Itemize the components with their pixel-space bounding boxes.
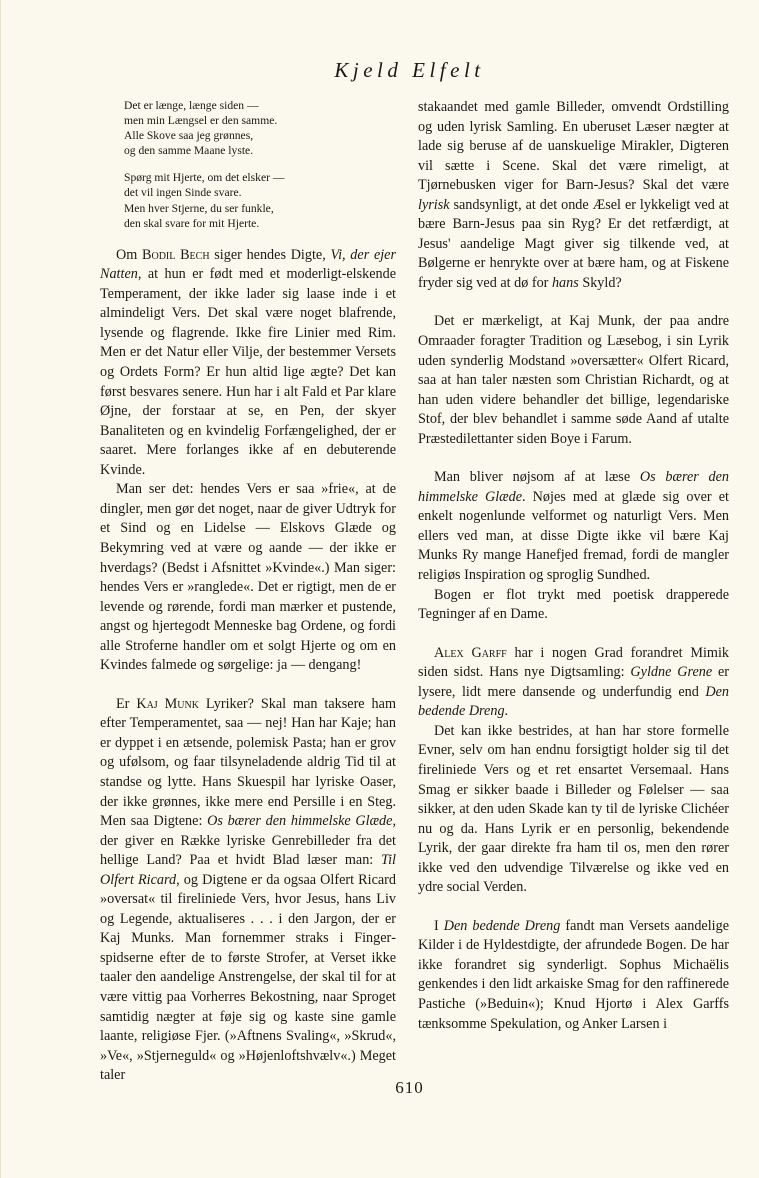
poem-line: Spørg mit Hjerte, om det elsker — (124, 171, 285, 185)
poem-line: Men hver Stjerne, du ser funkle, (124, 201, 274, 215)
book-title: Den bedende Dreng (418, 683, 729, 720)
paragraph: Man bliver nøjsom af at læse Os bærer den himmelske Glæde. Nøjes med at glæde sig over et enkelt nogenlunde velformet og naturligt Vers. Men ellers ved man, at disse Digte ikke vil bære Kaj Munks Ry mange Hanefjed fremad, fordi de mangler religiøs Inspiration og sproglig Sundhed. (418, 469, 729, 584)
poem-line: Alle Skove saa jeg grønnes, (124, 129, 254, 143)
paragraph: Det kan ikke bestrides, at han har store formelle Evner, selv om han endnu forsigtigt holder sig til det fireliniede Vers og et ret ensartet Versemaal. Hans Smag er sikker baade i Billeder og Følelser — saa sikker, at den uden Skade kan ty til de lyriske Clichéer nu og da. Hans Lyrik er en personlig, bekendende Lyrik, der gaar direkte fra ham til os, men den rører ikke ved den udvendige Tilværelse og ikke ved en ydre social Verden. (418, 722, 729, 896)
poem (124, 98, 396, 231)
running-head: Kjeld Elfelt (334, 58, 485, 82)
poem-line: Det er længe, længe siden — (124, 99, 259, 112)
paragraph-alex-garff: Alex Garff har i nogen Grad forandret Mimik siden sidst. Hans nye Digtsamling: Gyldne Grene er lysere, lidt mere dansende og underfundig end Den bedende Dreng. (418, 644, 729, 720)
poem-stanza (124, 170, 396, 230)
left-column (100, 98, 396, 1086)
poem-line: det vil ingen Sinde svare. (124, 186, 242, 200)
poem-stanza (124, 98, 396, 158)
paragraph-kaj-munk: Er Kaj Munk Lyriker? Skal man taksere ham efter Temperamentet, saa — nej! Han har Kaje; han er dyppet i en ætsende, polemisk Pasta; han er grov og ufølsom, og faar tilsyneladende aldrig Tid til at standse og lytte. Hans Skuespil har lyriske Oaser, der ikke grønnes, ikke mere end Persille i en Steg. Men saa Digtene: Os bærer den himmelske Glæde, der giver en Række lyriske Genrebilleder fra det hellige Land? Paa et hvidt Blad læser man: Til Olfert Ricard, og Digtene er da ogsaa Olfert Ricard »oversat« til fireliniede Vers, hvor Jesus, hans Liv og Legende, aktualiseres . . . i den Jargon, der er Kaj Munks. Man fornemmer straks i Fingerspidserne efter de to første Strofer, at Verset ikke taaler den aandelige Anstrengelse, der skal til for at være vittig paa Vorherres Bekostning, naar Sproget samtidig nægter at føje sig og kaste sine gamle laante, religiøse Fjer. (»Aftnens Svaling«, »Skrud«, »Ve«, »Stjerneguld« og »Højenloftshvælv«.) Meget taler (100, 695, 396, 1084)
author-name: Alex Garff (434, 644, 507, 661)
right-column (418, 98, 729, 1034)
paragraph: Bogen er flot trykt med poetisk drapperede Tegninger af en Dame. (418, 586, 729, 623)
book-title: Os bærer den himmelske Glæde (418, 469, 729, 505)
poem-line: og den samme Maane lyste. (124, 144, 254, 158)
book-title: Os bærer den himmelske Glæde (207, 813, 393, 830)
paragraph: I Den bedende Dreng fandt man Versets aandelige Kilder i de Hyldestdigte, der afrundede Bogen. De har ikke forandret sig synderligt. Sophus Michaëlis genkendes i den lidt arkaiske Smag for den raffinerede Pastiche (»Beduin«); Knud Hjortø i Alex Garffs tænksomme Spekulation, og Anker Larsen i (418, 917, 729, 1032)
emphasis: hans (551, 274, 579, 291)
book-title: Vi, der ejer Natten (100, 246, 396, 283)
paragraph: Man ser det: hendes Vers er saa »frie«, at de dingler, men gør det noget, naar de giver Udtryk for et Sind og en Lidelse — Elskovs Glæde og Bekymring ved at være og aande — der ikke er hverdags? (Bedst i Afsnittet »Kvinde«.) Man siger: hendes Vers er »ranglede«. Det er rigtigt, men de er levende og rørende, fordi man mærker et pustende, angst og hjertegodt Menneske bag Ordene, og fordi alle Stroferne handler om et solgt Hjerte og om en Kvindes falmede og sørgelige: ja — dengang! (100, 481, 396, 674)
author-name: Kaj Munk (136, 695, 199, 712)
book-title: Gyldne Grene (630, 664, 713, 681)
page-number: 610 (395, 1078, 424, 1097)
paragraph-bodil-bech: Om Bodil Bech siger hendes Digte, Vi, der ejer Natten, at hun er født med et moderligt-elskende Temperament, der ikke lader sig laase inde i et almindeligt Vers. Det skal være noget blafrende, lysende og flagrende. Ikke fire Linier med Rim. Men er det Natur eller Vilje, der bestemmer Versets og Ordets Form? Er hun altid lige ægte? Det kan først besvares senere. Hun har i alt Fald et Par klare Øjne, der forstaar at se, en Pen, der skyer Banaliteten og en kvindelig Forfængelighed, der er saaret. Mere forlanges ikke af en debuterende Kvinde. (100, 246, 396, 478)
author-name: Bodil Bech (142, 246, 210, 263)
book-title: Til Olfert Ricard (100, 852, 396, 888)
poem-line: den skal svare for mit Hjerte. (124, 216, 260, 230)
poem-line: men min Længsel er den samme. (124, 114, 278, 128)
emphasis: lyrisk (418, 196, 450, 213)
book-title: Den bedende Dreng (443, 917, 561, 934)
paragraph: Det er mærkeligt, at Kaj Munk, der paa andre Omraader foragter Tradition og Læsebog, i sin Lyrik uden synderlig Modstand »oversætter« Olfert Ricard, saa at han taler næsten som Christian Richardt, og at han uden videre behandler det billige, legendariske Stof, der blev behandlet i samme søde Aand af utalte Præstedilettanter siden Boye i Farum. (418, 313, 729, 447)
paragraph: stakaandet med gamle Billeder, omvendt Ordstilling og uden lyrisk Samling. En uberuset Læser nægter at lade sig beruse af de uanskuelige Mirakler, Digteren vil sætte i Scene. Skal det være rimeligt, at Tjørnebusken viger for Barn-Jesus? Skal det være lyrisk sandsynligt, at det onde Æsel er lykkeligt ved at bære Barn-Jesus paa sin Ryg? Er det retfærdigt, at Jesus' aandelige Magt giver sig tilkende ved, at Bølgerne er henrykte over at bære ham, og at Fiskene fryder sig ved at dø for hans Skyld? (418, 99, 729, 291)
